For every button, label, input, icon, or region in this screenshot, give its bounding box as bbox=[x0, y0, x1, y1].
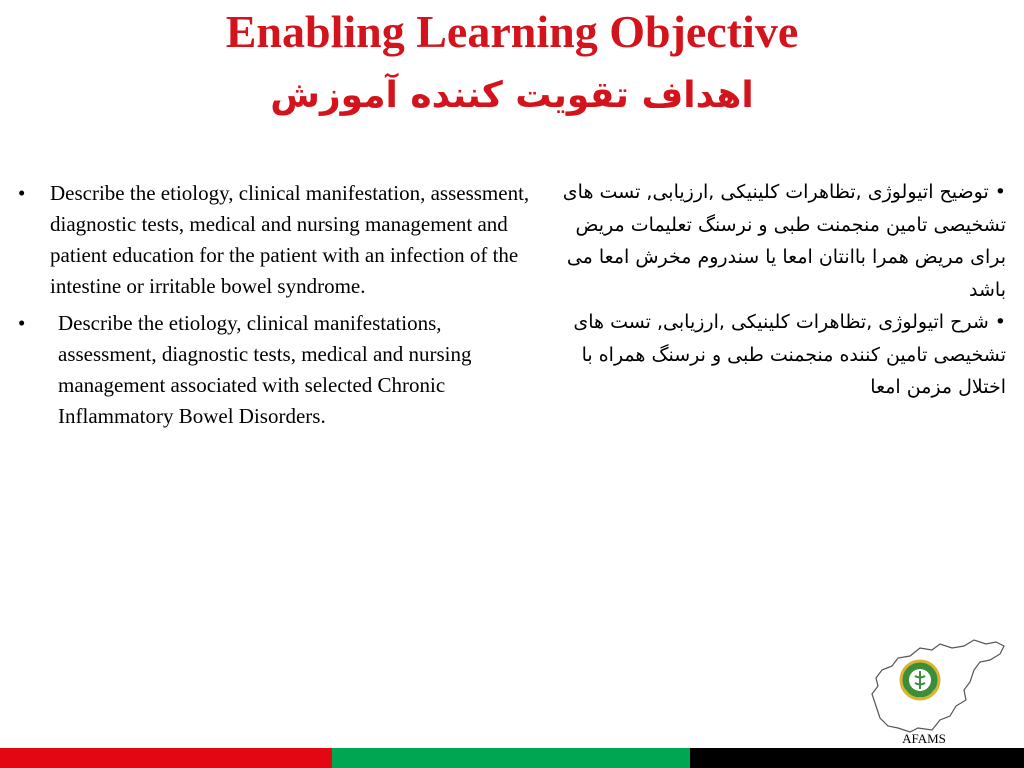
slide-title-english: Enabling Learning Objective bbox=[225, 6, 799, 57]
bullet-marker: • bbox=[18, 181, 26, 205]
footer-stripe-green bbox=[332, 748, 690, 768]
english-bullet-text: Describe the etiology, clinical manifestations, assessment, diagnostic tests, medical and nursing management associated with selected Chronic Inflammatory Bowel Disorders. bbox=[58, 311, 472, 428]
footer-stripe-black bbox=[690, 748, 1024, 768]
slide-title-dari: اهداف تقویت کننده آموزش bbox=[270, 75, 754, 116]
dari-bullet-1: • توضیح اتیولوژی ,تظاهرات کلینیکی ,ارزیابی, تست های تشخیصی تامین منجمنت طبی و نرسنگ تعلیمات مریض برای مریض همرا باانتان امعا یا سندروم مخرش امعا می باشد bbox=[562, 181, 1006, 301]
footer-stripe-red bbox=[0, 748, 332, 768]
bullet-marker: • bbox=[18, 311, 26, 335]
footer-label: AFAMS bbox=[902, 731, 946, 746]
english-bullet-2 bbox=[14, 308, 530, 432]
english-bullet-text: Describe the etiology, clinical manifestation, assessment, diagnostic tests, medical and nursing management and patient education for the patient with an infection of the intestine or irritable bowel syndrome. bbox=[50, 181, 530, 298]
afghanistan-map-emblem-icon bbox=[868, 636, 1008, 734]
english-objectives bbox=[14, 178, 530, 432]
dari-bullet-2: • شرح اتیولوژی ,تظاهرات کلینیکی ,ارزیابی, تست های تشخیصی تامین کننده منجمنت طبی و نرسنگ همراه با اختلال مزمن امعا bbox=[573, 311, 1006, 398]
dari-objectives bbox=[540, 176, 1006, 404]
english-bullet-1 bbox=[14, 178, 530, 302]
